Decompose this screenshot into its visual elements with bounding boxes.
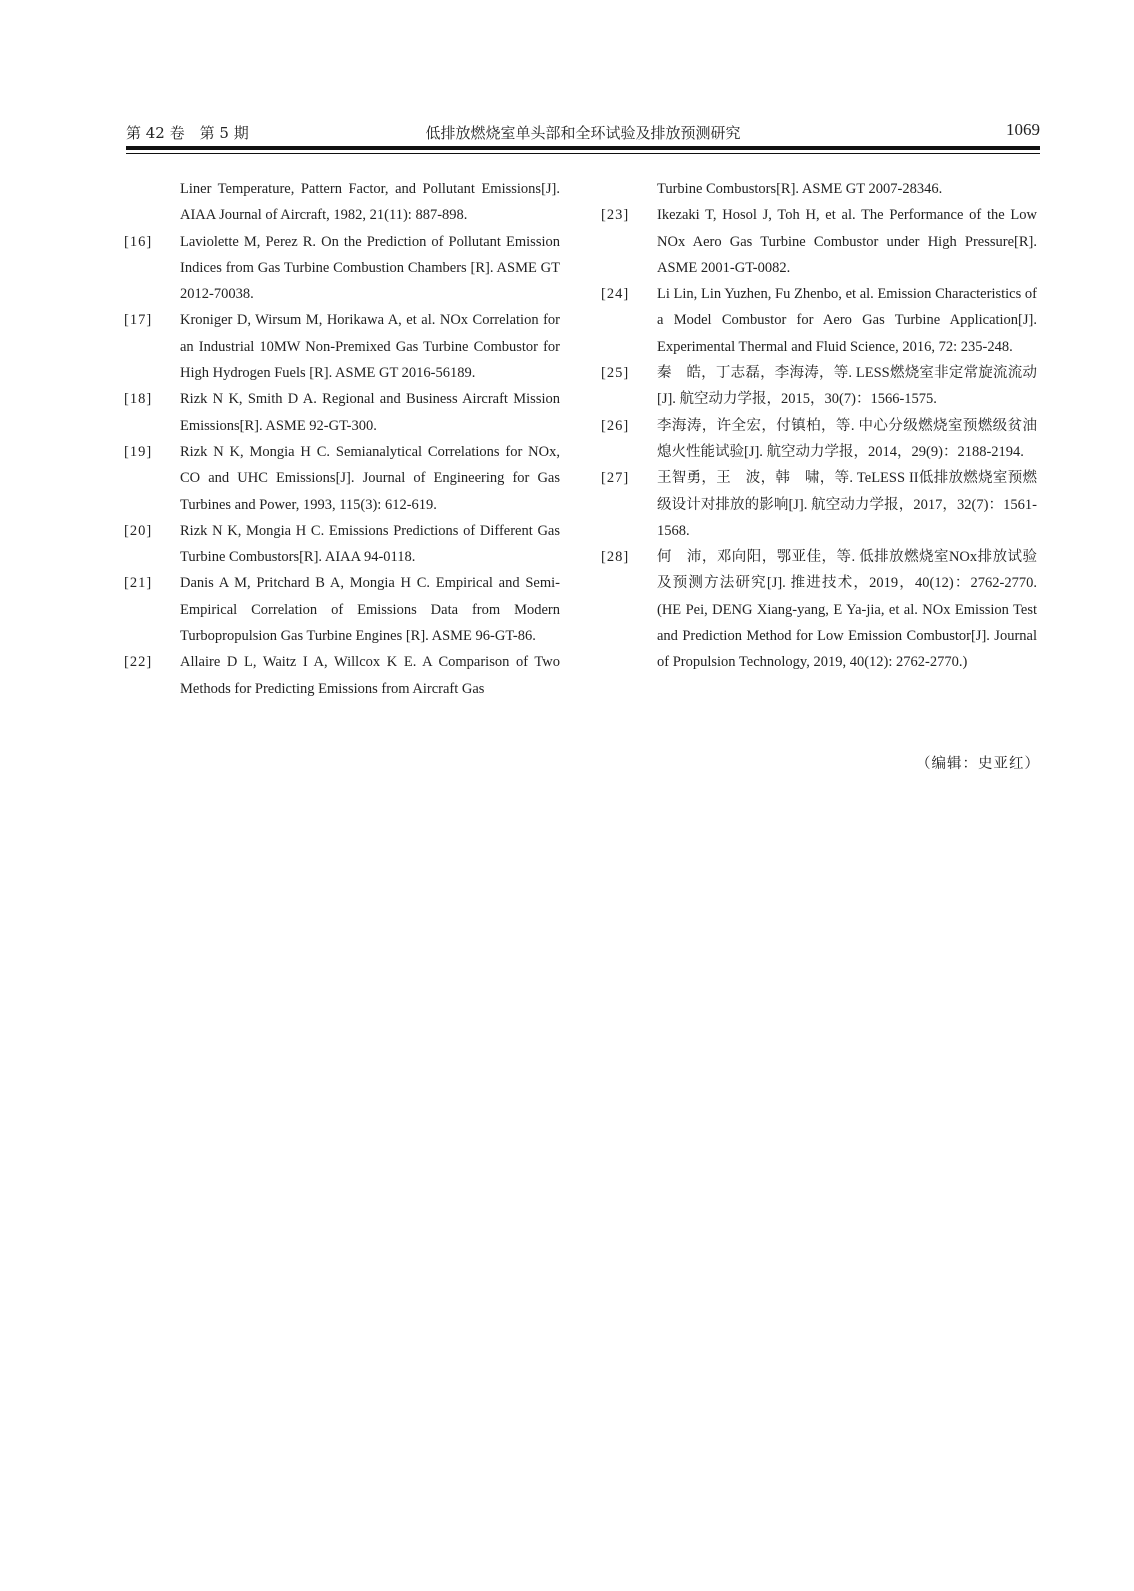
reference-text: Rizk N K, Smith D A. Regional and Business Aircraft Mission Emissions[R]. ASME 92-GT-300. [180, 391, 560, 434]
header-rule-thin [126, 153, 1040, 154]
volume-issue: 第 42 卷 第 5 期 [126, 124, 249, 142]
page-number: 1069 [1006, 120, 1040, 139]
reference-item [124, 386, 560, 439]
reference-item [601, 413, 1037, 466]
reference-number: [25] [601, 365, 630, 382]
reference-text: 王智勇，王 波，韩 啸，等. TeLESS II低排放燃烧室预燃级设计对排放的影响[J]. 航空动力学报，2017，32(7)：1561-1568. [657, 470, 1037, 539]
reference-text: 何 沛，邓向阳，鄂亚佳，等. 低排放燃烧室NOx排放试验及预测方法研究[J]. 推进技术，2019，40(12)：2762-2770. (HE Pei, DENG Xiang-yang, E Ya-jia, et al. NOx Emission Test and Prediction Method for Low Emission Combustor[J]. Journal of Propulsion Technology, 2019, 40(12): 2762-2770.) [657, 549, 1037, 671]
reference-number: [24] [601, 286, 630, 303]
reference-item [124, 307, 560, 386]
reference-number: [19] [124, 443, 153, 460]
running-title: 低排放燃烧室单头部和全环试验及排放预测研究 [425, 124, 741, 142]
reference-number: [28] [601, 549, 630, 566]
running-header [126, 118, 1040, 144]
reference-text: Danis A M, Pritchard B A, Mongia H C. Empirical and Semi-Empirical Correlation of Emissions Data from Modern Turbopropulsion Gas Turbine Engines [R]. ASME 96-GT-86. [180, 575, 560, 645]
reference-continuation: Turbine Combustors[R]. ASME GT 2007-28346. [657, 181, 943, 197]
reference-text: Laviolette M, Perez R. On the Prediction of Pollutant Emission Indices from Gas Turbine Combustion Chambers [R]. ASME GT 2012-70038. [180, 233, 560, 303]
reference-item [124, 439, 560, 518]
reference-text: Rizk N K, Mongia H C. Semianalytical Correlations for NOx, CO and UHC Emissions[J]. Journal of Engineering for Gas Turbines and Power, 1993, 115(3): 612-619. [180, 443, 560, 513]
left-column [124, 176, 560, 702]
reference-item [601, 202, 1037, 281]
reference-item [124, 649, 560, 702]
reference-number: [20] [124, 522, 153, 539]
reference-number: [17] [124, 312, 153, 329]
reference-text: Allaire D L, Waitz I A, Willcox K E. A Comparison of Two Methods for Predicting Emissions from Aircraft Gas [180, 654, 560, 697]
reference-text: Kroniger D, Wirsum M, Horikawa A, et al. NOx Correlation for an Industrial 10MW Non-Premixed Gas Turbine Combustor for High Hydrogen Fuels [R]. ASME GT 2016-56189. [180, 312, 560, 382]
reference-number: [22] [124, 654, 153, 671]
reference-text: Rizk N K, Mongia H C. Emissions Predictions of Different Gas Turbine Combustors[R]. AIAA 94-0118. [180, 522, 560, 566]
reference-number: [27] [601, 470, 630, 487]
right-column [601, 176, 1037, 676]
reference-continuation: Liner Temperature, Pattern Factor, and Pollutant Emissions[J]. AIAA Journal of Aircraft, 1982, 21(11): 887-898. [180, 181, 560, 224]
reference-number: [23] [601, 207, 630, 224]
reference-item [601, 360, 1037, 413]
header-rule-thick [126, 146, 1040, 150]
reference-item [601, 544, 1037, 675]
reference-text: 秦 皓，丁志磊，李海涛，等. LESS燃烧室非定常旋流流动[J]. 航空动力学报，2015，30(7)：1566-1575. [657, 365, 1037, 408]
reference-item [601, 281, 1037, 360]
reference-item [124, 229, 560, 308]
reference-number: [26] [601, 417, 630, 434]
reference-text: Ikezaki T, Hosol J, Toh H, et al. The Performance of the Low NOx Aero Gas Turbine Combustor under High Pressure[R]. ASME 2001-GT-0082. [657, 207, 1037, 276]
reference-number: [21] [124, 575, 153, 592]
reference-item [124, 518, 560, 571]
reference-item [601, 465, 1037, 544]
reference-text: Li Lin, Lin Yuzhen, Fu Zhenbo, et al. Emission Characteristics of a Model Combustor for Aero Gas Turbine Application[J]. Experimental Thermal and Fluid Science, 2016, 72: 235-248. [657, 286, 1037, 355]
editor-credit: （编辑：史亚红） [916, 756, 1040, 772]
reference-number: [16] [124, 233, 153, 250]
reference-item [124, 570, 560, 649]
reference-text: 李海涛，许全宏，付镇柏，等. 中心分级燃烧室预燃级贫油熄火性能试验[J]. 航空动力学报，2014，29(9)：2188-2194. [657, 417, 1037, 460]
reference-number: [18] [124, 391, 153, 408]
